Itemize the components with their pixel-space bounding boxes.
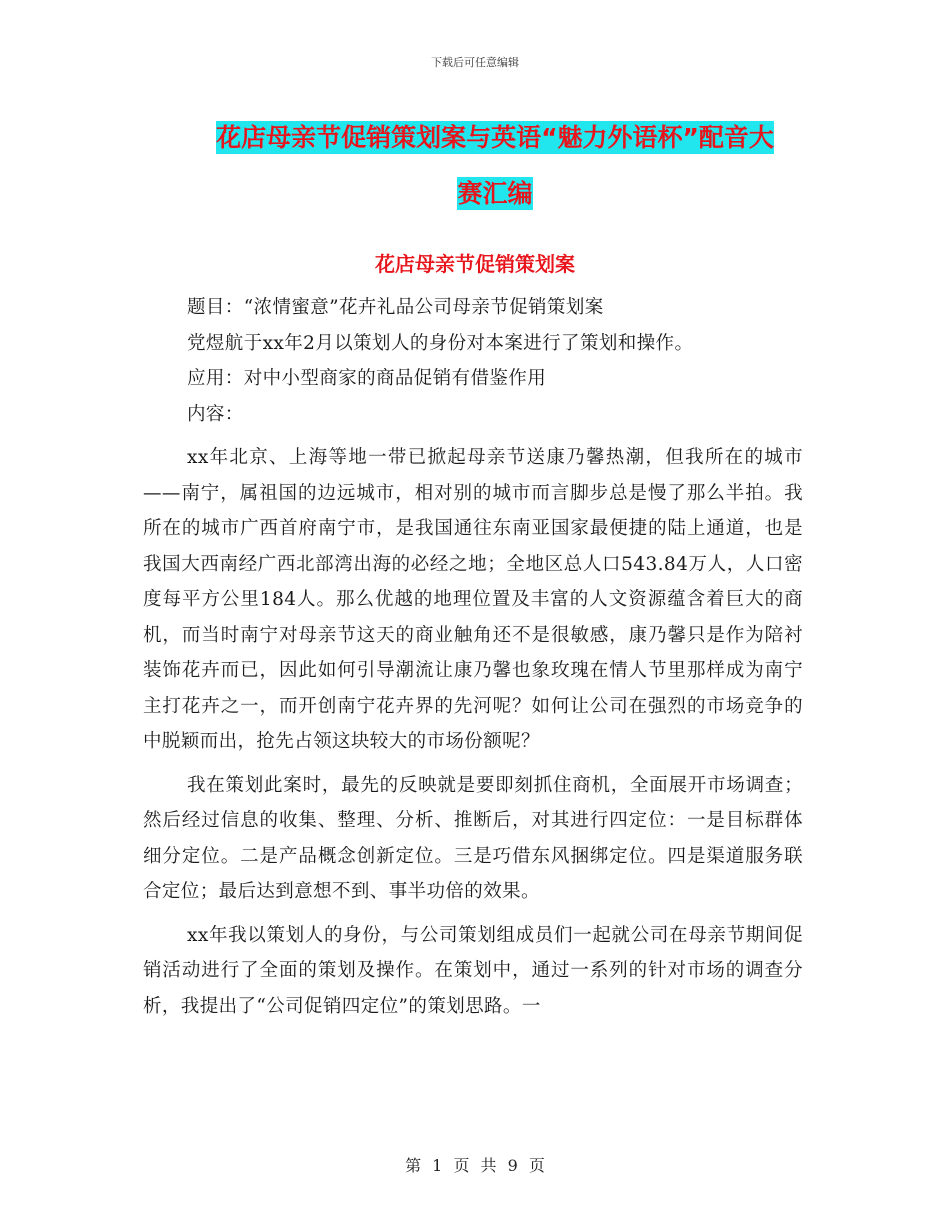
document-title-line-1: 花店母亲节促销策划案与英语“魅力外语杯”配音大 [216,123,774,152]
paragraph-1: xx年北京、上海等地一带已掀起母亲节送康乃馨热潮，但我所在的城市——南宁，属祖国的边远城市，相对别的城市而言脚步总是慢了那么半拍。我所在的城市广西首府南宁市，是我国通往东南亚国家最便捷的陆上通道，也是我国大西南经广西北部湾出海的必经之地；全地区总人口543.84万人，人口密度每平方公里184人。那么优越的地理位置及丰富的人文资源蕴含着巨大的商机，而当时南宁对母亲节这天的商业触角还不是很敏感，康乃馨只是作为陪衬装饰花卉而已，因此如何引导潮流让康乃馨也象玫瑰在情人节里那样成为南宁主打花卉之一，而开创南宁花卉界的先河呢？如何让公司在强烈的市场竞争的中脱颖而出，抢先占领这块较大的市场份额呢？ [143,447,803,752]
paragraph-3: xx年我以策划人的身份，与公司策划组成员们一起就公司在母亲节期间促销活动进行了全面的策划及操作。在策划中，通过一系列的针对市场的调查分析，我提出了“公司促销四定位”的策划思路。一 [143,924,803,1017]
meta-author: 党煜航于xx年2月以策划人的身份对本案进行了策划和操作。 [187,332,694,354]
meta-topic: 题目：“浓情蜜意”花卉礼品公司母亲节促销策划案 [187,297,604,318]
meta-application: 应用：对中小型商家的商品促销有借鉴作用 [187,368,547,389]
paragraph-2: 我在策划此案时，最先的反映就是要即刻抓住商机，全面展开市场调查；然后经过信息的收集、整理、分析、推断后，对其进行四定位：一是目标群体细分定位。二是产品概念创新定位。三是巧借东风捆绑定位。四是渠道服务联合定位；最后达到意想不到、事半功倍的效果。 [143,774,803,902]
document-title [180,110,810,222]
page-header-note: 下载后可任意编辑 [431,56,519,69]
document-title-line-2: 赛汇编 [457,179,533,208]
section-title: 花店母亲节促销策划案 [375,252,575,276]
page-footer-number: 第 1 页 共 9 页 [405,1156,545,1175]
document-body [143,290,803,1024]
meta-content-label: 内容： [187,403,244,425]
